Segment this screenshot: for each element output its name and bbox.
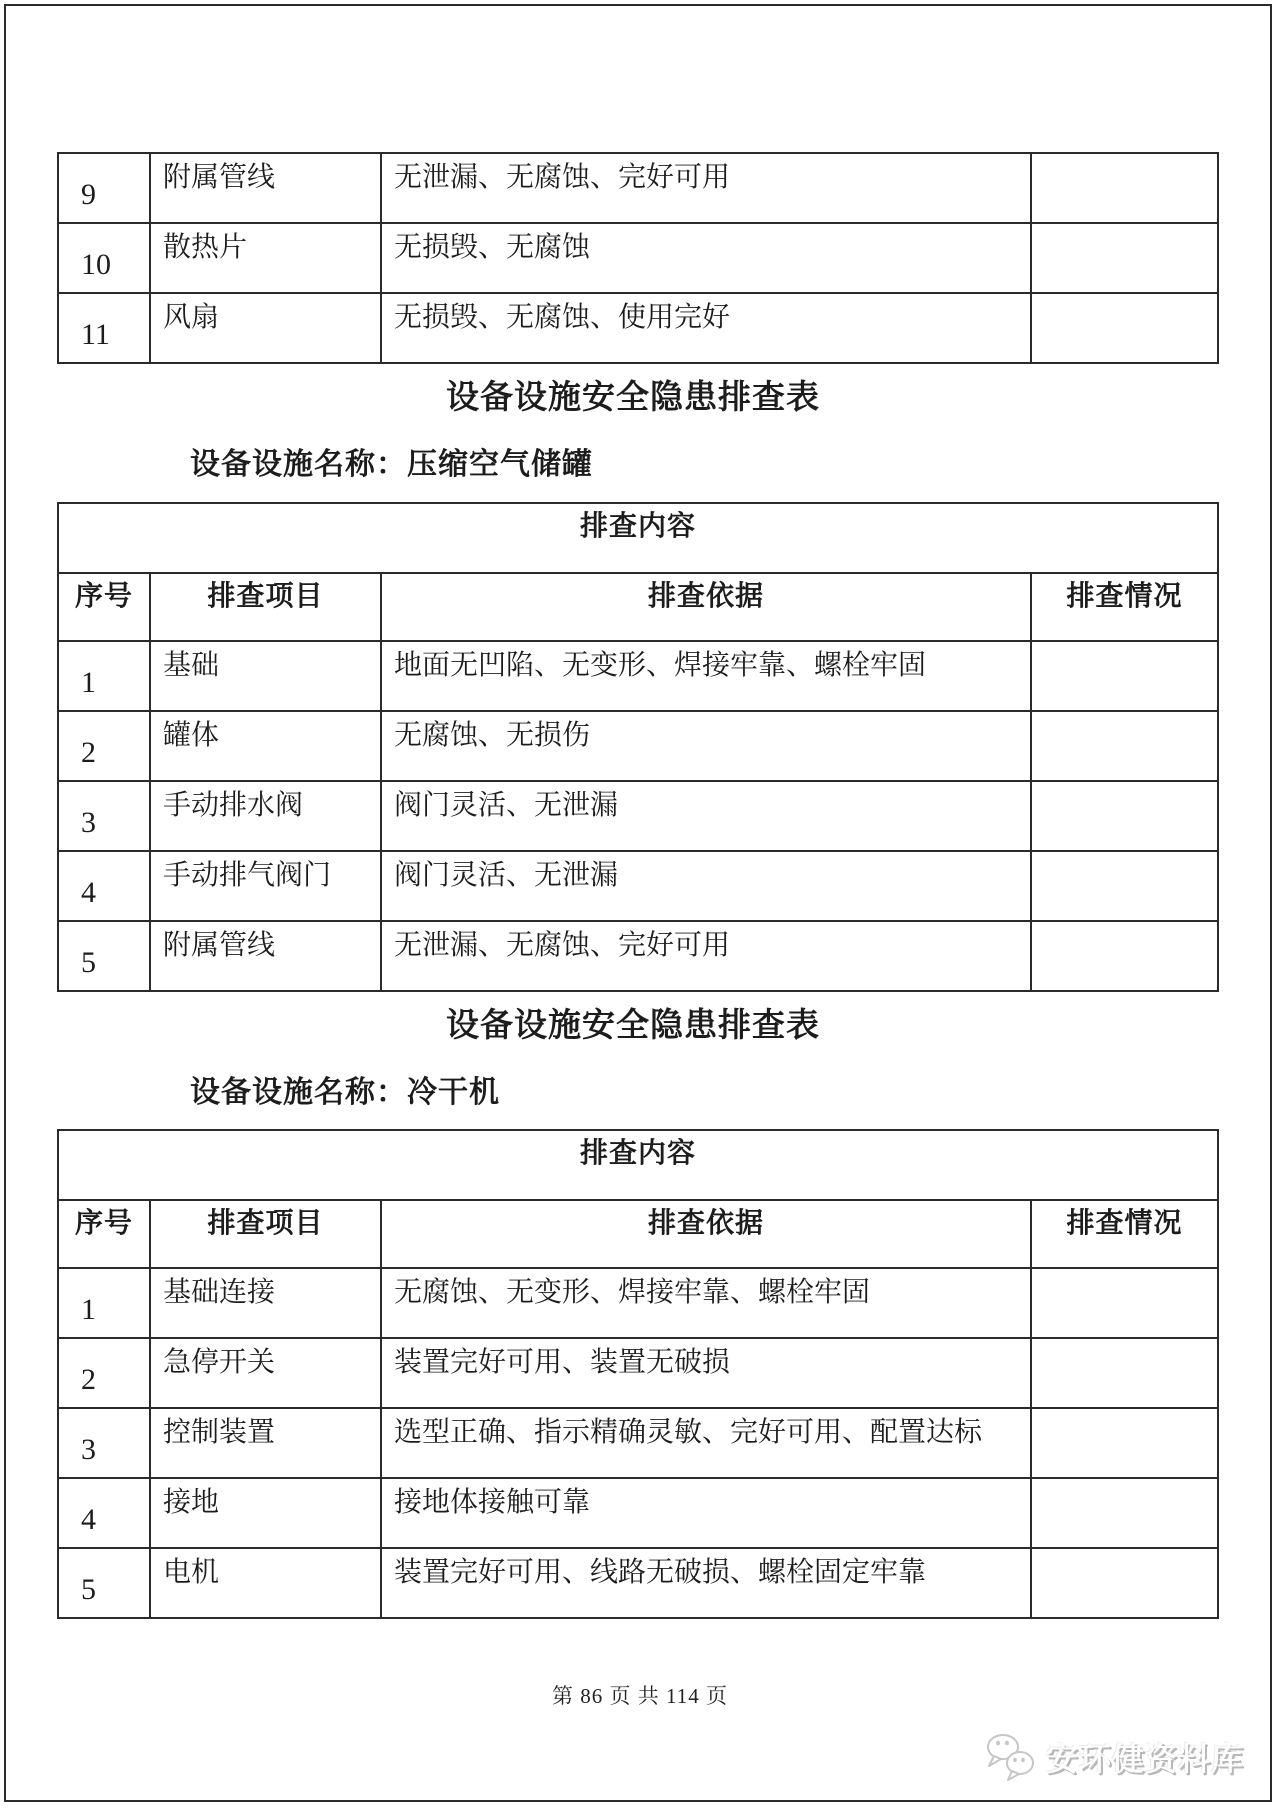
column-header-no: 序号 <box>58 1200 150 1268</box>
basis-cell: 选型正确、指示精确灵敏、完好可用、配置达标 <box>381 1408 1031 1478</box>
column-header-no: 序号 <box>58 573 150 641</box>
column-header-status: 排查情况 <box>1031 1200 1218 1268</box>
device-name-subtitle: 设备设施名称：冷干机 <box>190 1076 500 1109</box>
row-number-cell: 5 <box>58 921 150 991</box>
row-number-cell: 9 <box>58 153 150 223</box>
basis-cell: 无损毁、无腐蚀、使用完好 <box>381 293 1031 363</box>
status-cell <box>1031 153 1218 223</box>
table-row <box>58 1548 1218 1618</box>
table-row <box>58 711 1218 781</box>
table-content-header-row <box>58 503 1218 573</box>
item-cell: 附属管线 <box>150 921 381 991</box>
row-number-cell: 11 <box>58 293 150 363</box>
column-header-basis: 排查依据 <box>381 1200 1031 1268</box>
status-cell <box>1031 1338 1218 1408</box>
checklist-table-dryer <box>57 1129 1219 1619</box>
item-cell: 罐体 <box>150 711 381 781</box>
item-cell: 电机 <box>150 1548 381 1618</box>
table-row <box>58 1268 1218 1338</box>
watermark <box>982 1726 1262 1788</box>
basis-cell: 接地体接触可靠 <box>381 1478 1031 1548</box>
row-number-cell: 2 <box>58 1338 150 1408</box>
row-number-cell: 1 <box>58 641 150 711</box>
status-cell <box>1031 1408 1218 1478</box>
basis-cell: 无泄漏、无腐蚀、完好可用 <box>381 153 1031 223</box>
row-number-cell: 3 <box>58 781 150 851</box>
basis-cell: 阀门灵活、无泄漏 <box>381 781 1031 851</box>
table-row <box>58 851 1218 921</box>
row-number-cell: 4 <box>58 851 150 921</box>
status-cell <box>1031 711 1218 781</box>
row-number-cell: 3 <box>58 1408 150 1478</box>
basis-cell: 无损毁、无腐蚀 <box>381 223 1031 293</box>
status-cell <box>1031 851 1218 921</box>
table-row <box>58 1338 1218 1408</box>
basis-cell: 阀门灵活、无泄漏 <box>381 851 1031 921</box>
table-row <box>58 293 1218 363</box>
status-cell <box>1031 641 1218 711</box>
table-row <box>58 223 1218 293</box>
item-cell: 附属管线 <box>150 153 381 223</box>
basis-cell: 装置完好可用、线路无破损、螺栓固定牢靠 <box>381 1548 1031 1618</box>
table-row <box>58 921 1218 991</box>
item-cell: 控制装置 <box>150 1408 381 1478</box>
table-column-header-row <box>58 1200 1218 1268</box>
checklist-table-partial <box>57 152 1219 364</box>
checklist-table-air-tank <box>57 502 1219 992</box>
status-cell <box>1031 921 1218 991</box>
content-header-cell: 排查内容 <box>58 1130 1218 1200</box>
device-name-subtitle: 设备设施名称：压缩空气储罐 <box>190 448 593 481</box>
status-cell <box>1031 223 1218 293</box>
basis-cell: 无腐蚀、无损伤 <box>381 711 1031 781</box>
basis-cell: 无腐蚀、无变形、焊接牢靠、螺栓牢固 <box>381 1268 1031 1338</box>
table-row <box>58 153 1218 223</box>
status-cell <box>1031 1548 1218 1618</box>
section-title: 设备设施安全隐患排查表 <box>446 380 820 416</box>
row-number-cell: 2 <box>58 711 150 781</box>
wechat-icon <box>982 1730 1040 1791</box>
row-number-cell: 4 <box>58 1478 150 1548</box>
status-cell <box>1031 293 1218 363</box>
basis-cell: 无泄漏、无腐蚀、完好可用 <box>381 921 1031 991</box>
status-cell <box>1031 1478 1218 1548</box>
table-row <box>58 641 1218 711</box>
item-cell: 急停开关 <box>150 1338 381 1408</box>
content-header-cell: 排查内容 <box>58 503 1218 573</box>
table-column-header-row <box>58 573 1218 641</box>
item-cell: 基础连接 <box>150 1268 381 1338</box>
column-header-status: 排查情况 <box>1031 573 1218 641</box>
table-row <box>58 1408 1218 1478</box>
table-row <box>58 781 1218 851</box>
column-header-item: 排查项目 <box>150 573 381 641</box>
basis-cell: 地面无凹陷、无变形、焊接牢靠、螺栓牢固 <box>381 641 1031 711</box>
item-cell: 手动排气阀门 <box>150 851 381 921</box>
row-number-cell: 5 <box>58 1548 150 1618</box>
item-cell: 接地 <box>150 1478 381 1548</box>
section-title: 设备设施安全隐患排查表 <box>446 1008 820 1044</box>
status-cell <box>1031 781 1218 851</box>
watermark-text: 安环健资料库 <box>1046 1741 1245 1777</box>
item-cell: 基础 <box>150 641 381 711</box>
table-content-header-row <box>58 1130 1218 1200</box>
column-header-basis: 排查依据 <box>381 573 1031 641</box>
status-cell <box>1031 1268 1218 1338</box>
item-cell: 手动排水阀 <box>150 781 381 851</box>
item-cell: 散热片 <box>150 223 381 293</box>
page-number-footer: 第 86 页 共 114 页 <box>552 1684 728 1708</box>
item-cell: 风扇 <box>150 293 381 363</box>
basis-cell: 装置完好可用、装置无破损 <box>381 1338 1031 1408</box>
table-row <box>58 1478 1218 1548</box>
row-number-cell: 10 <box>58 223 150 293</box>
column-header-item: 排查项目 <box>150 1200 381 1268</box>
row-number-cell: 1 <box>58 1268 150 1338</box>
